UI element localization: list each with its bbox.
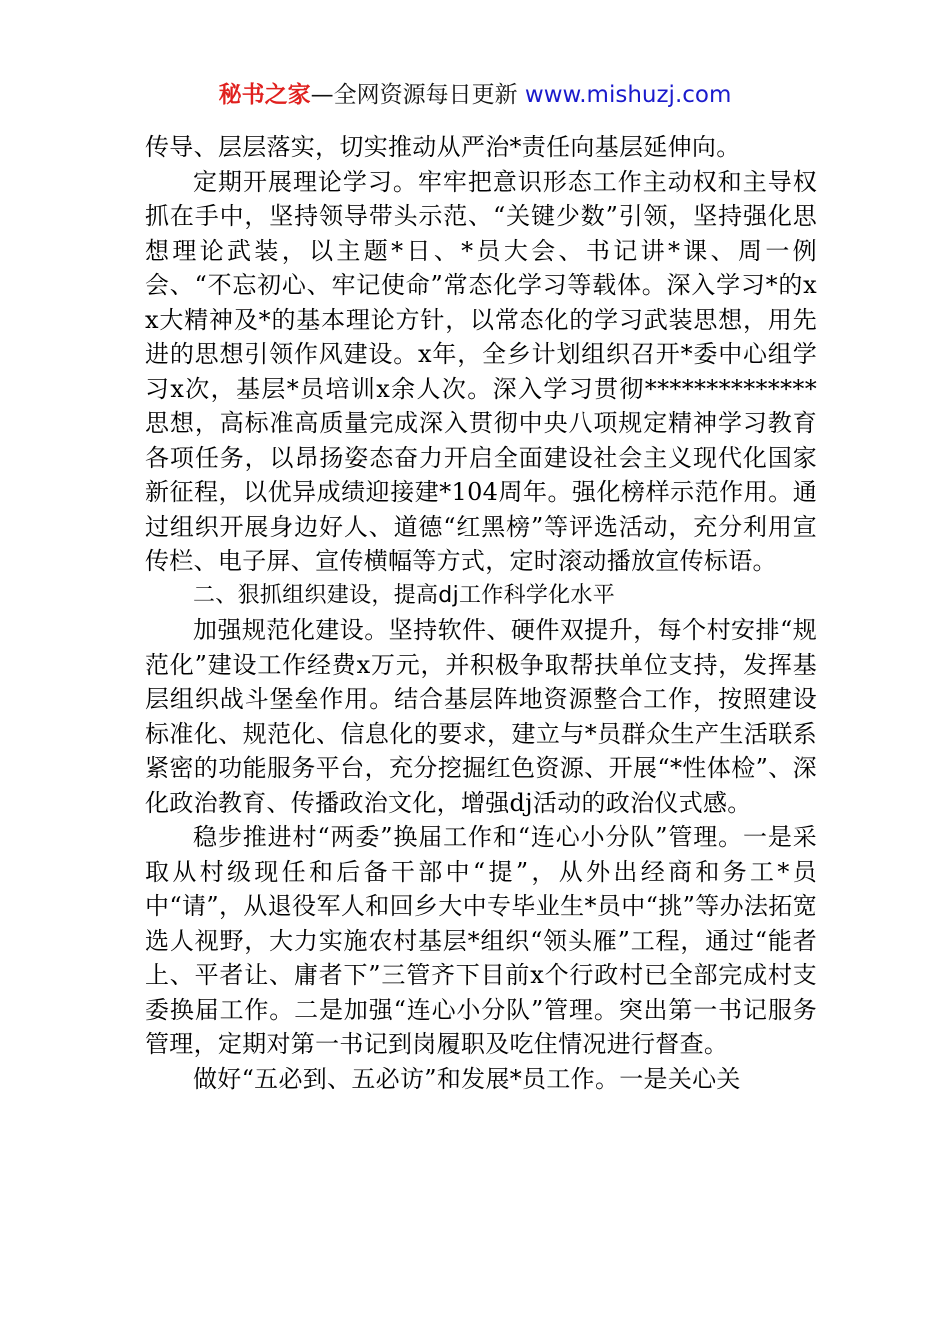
site-url-link[interactable]: www.mishuzj.com	[524, 82, 732, 108]
document-body	[145, 130, 817, 1096]
paragraph-theory-study: 定期开展理论学习。牢牢把意识形态工作主动权和主导权抓在手中，坚持领导带头示范、“关键少数”引领，坚持强化思想理论武装，以主题*日、*员大会、书记讲*课、周一例会、“不忘初心、牢记使命”常态化学习等载体。深入学习*的xx大精神及*的基本理论方针，以常态化的学习武装思想，用先进的思想引领作风建设。x年，全乡计划组织召开*委中心组学习x次，基层*员培训x余人次。深入学习贯彻**************思想，高标准高质量完成深入贯彻中央八项规定精神学习教育各项任务，以昂扬姿态奋力开启全面建设社会主义现代化国家新征程，以优异成绩迎接建*104周年。强化榜样示范作用。通过组织开展身边好人、道德“红黑榜”等评选活动，充分利用宣传栏、电子屏、宣传横幅等方式，定时滚动播放宣传标语。	[145, 167, 817, 575]
site-tagline: —全网资源每日更新	[310, 82, 525, 108]
paragraph-five-musts: 做好“五必到、五必访”和发展*员工作。一是关心关	[193, 1064, 741, 1093]
paragraph-village-election: 稳步推进村“两委”换届工作和“连心小分队”管理。一是采取从村级现任和后备干部中“提”，从外出经商和务工*员中“请”，从退役军人和回乡大中专毕业生*员中“挑”等办法拓宽选人视野，大力实施农村基层*组织“领头雁”工程，通过“能者上、平者让、庸者下”三管齐下目前x个行政村已全部完成村支委换届工作。二是加强“连心小分队”管理。突出第一书记服务管理，定期对第一书记到岗履职及吃住情况进行督查。	[145, 823, 817, 1058]
section-heading: 二、狠抓组织建设，提高dj工作科学化水平	[193, 582, 616, 608]
site-brand: 秘书之家	[218, 82, 311, 108]
paragraph-continuation: 传导、层层落实，切实推动从严治*责任向基层延伸向。	[145, 133, 741, 161]
site-header	[0, 78, 950, 112]
paragraph-standardization: 加强规范化建设。坚持软件、硬件双提升，每个村安排“规范化”建设工作经费x万元，并积极争取帮扶单位支持，发挥基层组织战斗堡垒作用。结合基层阵地资源整合工作，按照建设标准化、规范化、信息化的要求，建立与*员群众生产生活联系紧密的功能服务平台，充分挖掘红色资源、开展“*性体检”、深化政治教育、传播政治文化，增强dj活动的政治仪式感。	[145, 616, 817, 817]
